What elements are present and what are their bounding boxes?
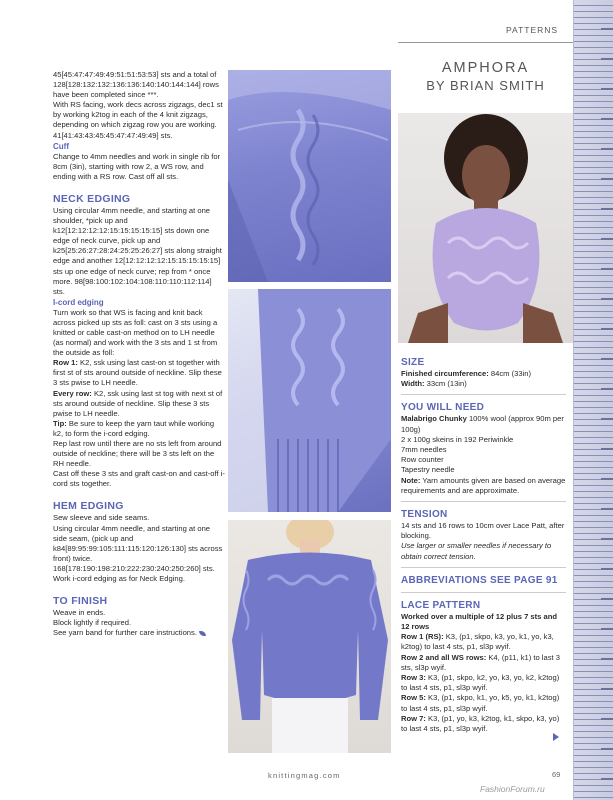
you-will-need-heading: YOU WILL NEED: [401, 402, 485, 414]
to-finish-heading: TO FINISH: [53, 595, 108, 608]
divider: [401, 592, 566, 593]
tension-text: 14 sts and 16 rows to 10cm over Lace Patt, after blocking.: [401, 521, 565, 541]
size-width: Width: 33cm (13in): [401, 379, 467, 389]
pattern-title: [398, 60, 573, 94]
hem-edging-heading: HEM EDGING: [53, 500, 124, 513]
watermark: FashionForum.ru: [480, 784, 545, 794]
need-item: 7mm needles: [401, 445, 447, 455]
lace-row: Row 2 and all WS rows: K4, (p11, k1) to last 3 sts, sl3p wyif.: [401, 652, 560, 672]
page-number: 69: [552, 770, 561, 779]
end-mark-icon: [199, 631, 206, 636]
hem-text-1: Sew sleeve and side seams.: [53, 513, 150, 523]
pattern-instructions-column: [53, 70, 225, 638]
neck-edging-heading: NECK EDGING: [53, 192, 131, 205]
pattern-info-column: [401, 356, 566, 734]
tension-note: Use larger or smaller needles if necessary to obtain correct tension.: [401, 541, 552, 561]
hem-text-3: Work i-cord edging as for Neck Edging.: [53, 574, 185, 584]
lace-pattern-heading: LACE PATTERN: [401, 599, 481, 611]
designer-name: BY BRIAN SMITH: [426, 78, 545, 93]
intro-text: 45[45:47:47:49:49:51:51:53:53] sts and a total of 128[128:132:132:136:136:140:140:144:144] rows have been completed since ***.: [53, 70, 219, 100]
icord-text: Turn work so that WS is facing and knit back across picked up sts as foll: cast on 3 sts using a knitted or cable cast-on method on to LH needle (as normal) and work with the 3 sts and 1 st from the outside as foll:: [53, 307, 218, 358]
size-circumference: Finished circumference: 84cm (33in): [401, 369, 531, 378]
footer-website: knittingmag.com: [268, 771, 341, 780]
continue-arrow-icon: [553, 733, 559, 741]
need-item: Row counter: [401, 455, 444, 465]
lace-intro: Worked over a multiple of 12 plus 7 sts and 12 rows: [401, 611, 557, 632]
finish-text-2: Block lightly if required.: [53, 618, 132, 628]
icord-every-row: Every row: K2, ssk using last st tog with next st of sts around outside of neckline. Slip these 3 sts pwise to LH needle.: [53, 388, 223, 418]
divider: [401, 501, 566, 502]
need-item: Tapestry needle: [401, 465, 455, 475]
lace-row: Row 3: K3, (p1, skpo, k2, yo, k3, yo, k2, k2tog) to last 4 sts, p1, sl3p wyif.: [401, 673, 560, 693]
lace-row: Row 7: K3, (p1, yo, k3, k2tog, k1, skpo, k3, yo) to last 4 sts, p1, sl3p wyif.: [401, 713, 560, 734]
note-line: Note: Yarn amounts given are based on average requirements and are approximate.: [401, 475, 566, 495]
hem-text-2: Using circular 4mm needle, and starting at one side seam, (pick up and k84[89:95:99:105:111:115:120:126:130] sts across front) twice. 168[178:190:198:210:222:230:240:250:260] sts.: [53, 523, 223, 573]
icord-repeat-text: Rep last row until there are no sts left from around outside of neckline; there will be 3 sts left on the RH needle.: [53, 439, 222, 469]
cuff-detail-photo: [228, 289, 391, 512]
ruler-decoration: [573, 0, 613, 800]
sleeve-detail-photo: [228, 70, 391, 282]
pattern-name: AMPHORA: [441, 60, 530, 76]
divider: [401, 394, 566, 395]
neck-edging-text: Using circular 4mm needle, and starting at one shoulder, *pick up and k12[12:12:12:12:15:15:15:15:15] sts down one edge of neck curve, pick up and k25[25:26:27:28:24:25:25:26:27] sts along straight edge and another 12[12:12:12:12:15:15:15:15:15] sts up one edge of neck curve; rep from * once more. 98[98:100:102:104:108:110:110:112:114] sts.: [53, 205, 222, 296]
model-cowl-photo: [398, 113, 573, 343]
yarn-line: Malabrigo Chunky 100% wool (approx 90m per 100g): [401, 414, 564, 434]
lace-row: Row 1 (RS): K3, (p1, skpo, k3, yo, k1, yo, k3, k2tog) to last 4 sts, p1, sl3p wyif.: [401, 632, 554, 652]
sweater-full-photo: [228, 520, 391, 753]
cuff-heading: Cuff: [53, 141, 69, 151]
icord-tip: Tip: Be sure to keep the yarn taut while working k2, to form the i-cord edging.: [53, 418, 215, 438]
finish-text-1: Weave in ends.: [53, 608, 106, 618]
need-item: 2 x 100g skeins in 192 Periwinkle: [401, 434, 514, 444]
rs-facing-text: With RS facing, work decs across zigzags, dec1 st by working k2tog in each of the 4 knit zigzags, depending on which zigzag row you are working. 41[41:43:43:45:45:47:47:49:49] sts.: [53, 100, 223, 140]
finish-text-3: See yarn band for further care instructions.: [53, 628, 225, 638]
lace-row: Row 5: K3, (p1, skpo, k1, yo, k5, yo, k1, k2tog) to last 4 sts, p1, sl3p wyif.: [401, 693, 560, 713]
tension-heading: TENSION: [401, 509, 448, 521]
icord-heading: I-cord edging: [53, 297, 104, 307]
header-divider: [398, 42, 573, 43]
divider: [401, 567, 566, 568]
size-heading: SIZE: [401, 357, 425, 368]
icord-castoff-text: Cast off these 3 sts and graft cast-on and cast-off i-cord sts together.: [53, 469, 225, 489]
cuff-text: Change to 4mm needles and work in single rib for 8cm (3in), starting with row 2, a WS row, and ending with a RS row. Cast off all sts.: [53, 151, 221, 181]
icord-row1: Row 1: K2, ssk using last cast-on st together with first st of sts around outside of neckline. Slip these 3 sts pwise to LH needle.: [53, 358, 222, 388]
abbreviations-heading: ABBREVIATIONS SEE PAGE 91: [401, 574, 558, 586]
section-label: PATTERNS: [506, 25, 559, 35]
